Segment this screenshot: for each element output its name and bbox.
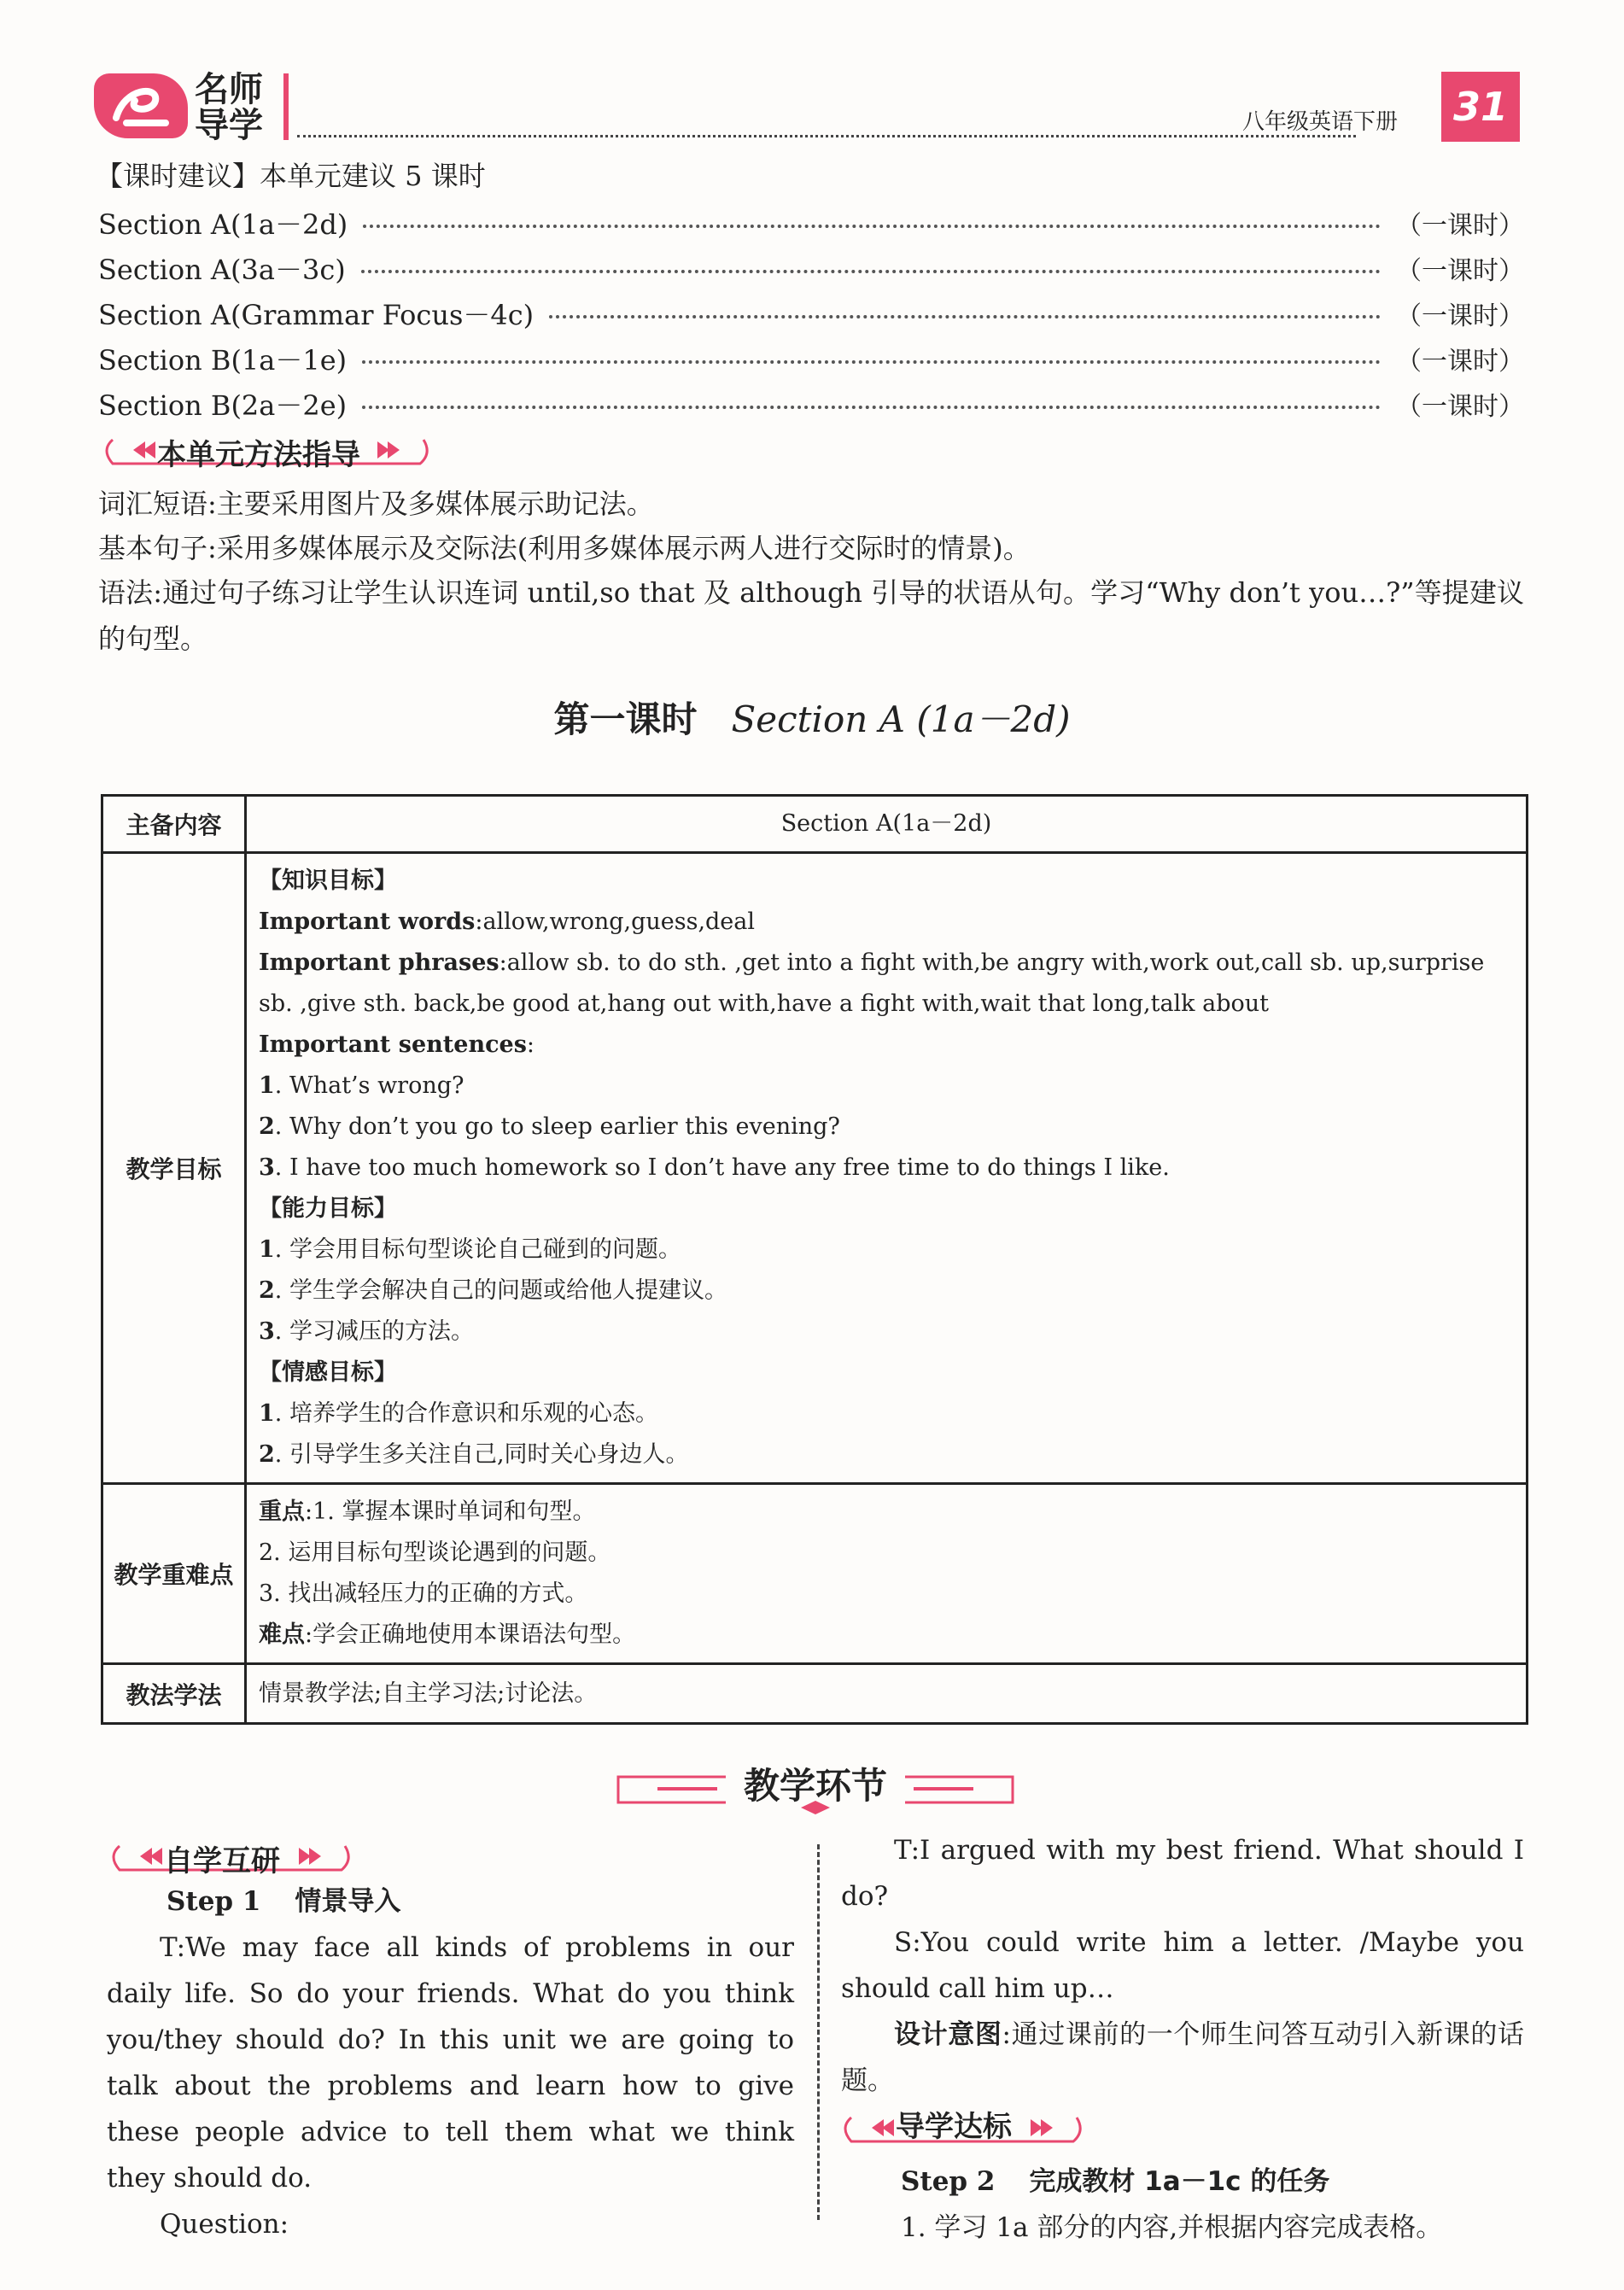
hour-row	[98, 250, 1524, 286]
list-item	[259, 1271, 1514, 1311]
item-num: 3	[259, 1154, 275, 1181]
words-text: :allow,wrong,guess,deal	[475, 908, 756, 935]
key-point-text: 2. 运用目标句型谈论遇到的问题。	[259, 1539, 611, 1566]
leader-dots	[362, 406, 1381, 409]
list-item	[259, 1393, 1514, 1434]
method-grammar: 语法:通过句子练习让学生认识连词 until,so that 及 although 引导的状语从句。学习“Why don’t you…?”等提建议的句型。	[98, 576, 1524, 655]
lesson-title-cn: 第一课时	[553, 698, 698, 740]
sentences-colon: :	[526, 1031, 535, 1058]
table-row	[102, 1664, 1528, 1724]
hour-value: （一课时）	[1396, 347, 1524, 377]
hour-value: （一课时）	[1396, 256, 1524, 286]
difficulty	[259, 1615, 1514, 1656]
table-row	[102, 853, 1528, 1484]
list-item	[259, 1107, 1514, 1148]
row-head: 教法学法	[102, 1664, 246, 1724]
class-hours-title: 【课时建议】本单元建议 5 课时	[96, 160, 486, 192]
page-number: 31	[1441, 72, 1520, 142]
knowledge-tag: 【知识目标】	[259, 868, 397, 894]
difficulty-text: :学会正确地使用本课语法句型。	[305, 1621, 636, 1648]
item-text: . What’s wrong?	[274, 1072, 464, 1099]
list-item	[259, 1066, 1514, 1107]
item-num: 1	[259, 1236, 275, 1263]
list-item	[259, 1148, 1514, 1189]
leader-dots	[363, 225, 1381, 228]
item-num: 1	[259, 1400, 275, 1427]
row-value: 情景教学法;自主学习法;讨论法。	[246, 1664, 1528, 1724]
self-study-heading-text: 自学互研	[164, 1844, 280, 1878]
row-value: Section A(1a－2d)	[246, 796, 1528, 853]
item-num: 1	[259, 1072, 275, 1099]
design-intent	[841, 2012, 1524, 2104]
step2-title: 完成教材 1a－1c 的任务	[1029, 2166, 1330, 2197]
step1-title: 情景导入	[295, 1886, 401, 1917]
header-dotted-rule	[297, 135, 1356, 137]
key-points-cell	[246, 1484, 1528, 1664]
guide-heading	[841, 2104, 1524, 2150]
item-text: . 引导学生多关注自己,同时关心身边人。	[274, 1441, 689, 1468]
method-sentences: 基本句子:采用多媒体展示及交际法(利用多媒体展示两人进行交际时的情景)。	[98, 532, 1031, 564]
question-label: Question:	[160, 2209, 289, 2240]
brand-name	[195, 72, 289, 143]
key-point-text: :1. 掌握本课时单词和句型。	[305, 1498, 596, 1525]
hour-value: （一课时）	[1396, 392, 1524, 422]
stage-heading-text: 教学环节	[743, 1765, 887, 1807]
step2-heading	[901, 2159, 1524, 2205]
key-point-text: 3. 找出减轻压力的正确的方式。	[259, 1580, 588, 1607]
logo-icon	[94, 73, 188, 138]
leader-dots	[361, 270, 1381, 273]
table-row	[102, 1484, 1528, 1664]
hour-label: Section B(2a－2e)	[98, 389, 348, 422]
hour-row	[98, 205, 1524, 241]
step2-label: Step 2	[901, 2166, 996, 2197]
stage-heading	[606, 1755, 1025, 1814]
right-column	[841, 1827, 1524, 2251]
item-num: 3	[259, 1318, 275, 1345]
teacher-line: T:I argued with my best friend. What should I do?	[841, 1835, 1524, 1912]
leader-dots	[549, 315, 1381, 318]
sentences-label: Important sentences	[259, 1031, 527, 1058]
step1-label: Step 1	[166, 1886, 261, 1917]
left-column	[107, 1861, 794, 2247]
phrases-label: Important phrases	[259, 949, 499, 976]
key-point	[259, 1574, 1514, 1615]
design-text: :通过课前的一个师生问答互动引入新课的话题。	[841, 2019, 1524, 2096]
brand-line2: 导学	[195, 106, 263, 145]
method-vocab: 词汇短语:主要采用图片及多媒体展示助记法。	[98, 488, 654, 520]
hour-label: Section B(1a－1e)	[98, 344, 348, 377]
hour-value: （一课时）	[1396, 301, 1524, 331]
row-head: 主备内容	[102, 796, 246, 853]
item-text: . Why don’t you go to sleep earlier this evening?	[274, 1113, 840, 1140]
hour-label: Section A(3a－3c)	[98, 254, 346, 286]
guide-heading-text: 导学达标	[896, 2110, 1012, 2144]
hour-value: （一课时）	[1396, 211, 1524, 241]
brand-line1: 名师	[195, 70, 263, 109]
list-item	[259, 1230, 1514, 1271]
item-text: . 学习减压的方法。	[274, 1318, 474, 1345]
column-divider	[817, 1844, 820, 2220]
list-item	[259, 1434, 1514, 1475]
emotion-tag: 【情感目标】	[259, 1359, 397, 1386]
important-sentences	[259, 1025, 1514, 1066]
row-head: 教学目标	[102, 853, 246, 1484]
lesson-title-en: Section A (1a－2d)	[731, 698, 1071, 740]
important-phrases	[259, 943, 1514, 1025]
item-num: 2	[259, 1277, 275, 1304]
page-header	[94, 67, 1528, 152]
design-label: 设计意图	[894, 2019, 1002, 2050]
step1-heading	[166, 1878, 794, 1925]
lesson-title	[0, 692, 1624, 743]
hour-row	[98, 295, 1524, 331]
item-num: 2	[259, 1113, 275, 1140]
key-label: 重点	[259, 1498, 305, 1525]
step2-task: 1. 学习 1a 部分的内容,并根据内容完成表格。	[901, 2212, 1443, 2243]
item-num: 2	[259, 1441, 275, 1468]
list-item	[259, 1311, 1514, 1352]
teacher-intro: T:We may face all kinds of problems in our daily life. So do your friends. What do you think you/they should do? In this unit we are going to talk about the problems and learn how to give these people advice to tell them what we think they should do.	[107, 1932, 794, 2194]
item-text: . 学会用目标句型谈论自己碰到的问题。	[274, 1236, 681, 1263]
phrases-text: :allow sb. to do sth. ,get into a fight with,be angry with,work out,call sb. up,surprise sb. ,give sth. back,be good at,hang out with,have a fight with,wait that long,talk about	[259, 949, 1485, 1017]
difficulty-label: 难点	[259, 1621, 305, 1648]
table-row	[102, 796, 1528, 853]
hour-row	[98, 341, 1524, 377]
item-text: . I have too much homework so I don’t have any free time to do things I like.	[274, 1154, 1170, 1181]
words-label: Important words	[259, 908, 476, 935]
item-text: . 学生学会解决自己的问题或给他人提建议。	[274, 1277, 727, 1304]
method-heading-text: 本单元方法指导	[157, 438, 360, 472]
important-words	[259, 902, 1514, 943]
key-point	[259, 1492, 1514, 1533]
row-head: 教学重难点	[102, 1484, 246, 1664]
method-heading	[96, 429, 437, 470]
item-text: . 培养学生的合作意识和乐观的心态。	[274, 1400, 658, 1427]
leader-dots	[362, 360, 1381, 364]
book-title: 八年级英语下册	[1242, 109, 1399, 135]
lesson-plan-table	[101, 794, 1528, 1725]
key-point	[259, 1533, 1514, 1574]
hour-row	[98, 386, 1524, 422]
objectives-cell	[246, 853, 1528, 1484]
hour-label: Section A(1a－2d)	[98, 208, 348, 241]
hour-label: Section A(Grammar Focus－4c)	[98, 299, 535, 331]
student-line: S:You could write him a letter. /Maybe you should call him up…	[841, 1927, 1524, 2004]
brand-divider	[283, 73, 289, 140]
ability-tag: 【能力目标】	[259, 1195, 397, 1222]
